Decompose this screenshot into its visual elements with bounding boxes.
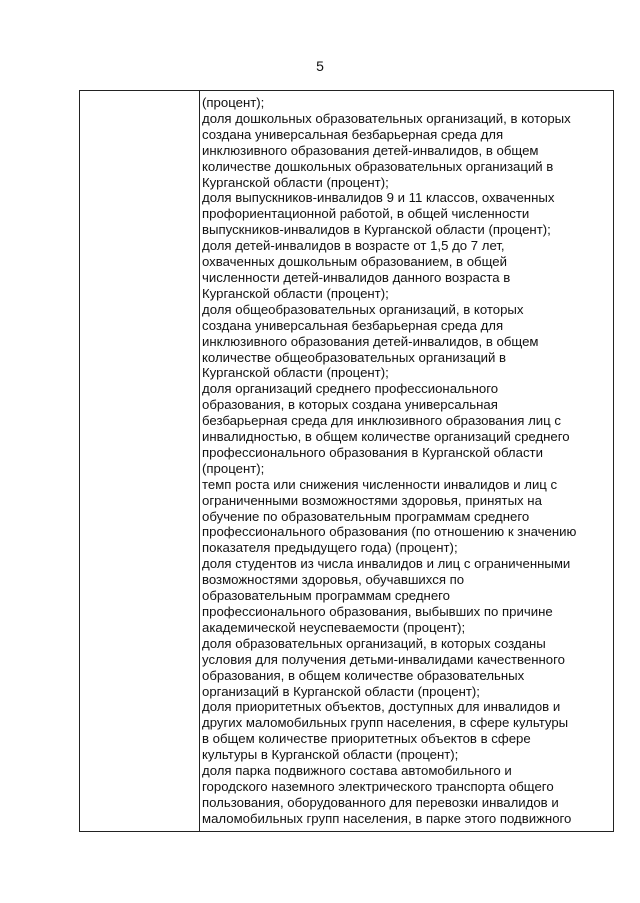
document-table (79, 90, 614, 832)
text-line: образования, в общем количестве образовательных (202, 667, 525, 683)
text-line: инклюзивного образования детей-инвалидов, в общем (202, 142, 539, 158)
text-line: образования, в которых создана универсальная (202, 397, 498, 413)
text-line: доля приоритетных объектов, доступных для инвалидов и (202, 699, 561, 715)
text-line: доля студентов из числа инвалидов и лиц с ограниченными (202, 556, 571, 572)
text-line: показателя предыдущего года) (процент); (202, 540, 458, 556)
text-line: возможностями здоровья, обучавшихся по (202, 572, 465, 588)
text-line: темп роста или снижения численности инвалидов и лиц с (202, 476, 558, 492)
text-line: ограниченными возможностями здоровья, принятых на (202, 492, 542, 508)
text-line: профессионального образования, выбывших по причине (202, 604, 553, 619)
text-line: маломобильных групп населения, в парке этого подвижного (202, 810, 572, 826)
text-line: количестве дошкольных образовательных организаций в (202, 158, 554, 174)
text-line: доля детей-инвалидов в возрасте от 1,5 до 7 лет, (202, 238, 505, 254)
text-line: Курганской области (процент); (202, 174, 389, 190)
text-line: безбарьерная среда для инклюзивного образования лиц с (202, 413, 561, 429)
text-line: организаций в Курганской области (процент); (202, 683, 480, 699)
text-line: Курганской области (процент); (202, 285, 389, 301)
text-line: численности детей-инвалидов данного возраста в (202, 269, 511, 285)
text-line: условия для получения детьми-инвалидами качественного (202, 651, 565, 667)
page-number: 5 (316, 58, 324, 74)
text-line: Курганской области (процент); (202, 365, 389, 381)
text-line: доля организаций среднего профессионального (202, 381, 499, 397)
column-divider (199, 91, 200, 831)
text-line: инвалидностью, в общем количестве организаций среднего (202, 429, 570, 445)
text-line: доля образовательных организаций, в которых созданы (202, 635, 546, 651)
text-line: доля общеобразовательных организаций, в которых (202, 301, 524, 317)
text-line: других маломобильных групп населения, в сфере культуры (202, 715, 569, 731)
text-line: доля парка подвижного состава автомобильного и (202, 763, 512, 779)
text-line: городского наземного электрического транспорта общего (202, 778, 554, 794)
text-line: образовательным программам среднего (202, 588, 451, 604)
text-line: пользования, оборудованного для перевозки инвалидов и (202, 794, 559, 810)
text-line: профориентационной работой, в общей численности (202, 206, 530, 222)
text-line: обучение по образовательным программам среднего (202, 508, 530, 524)
text-line: (процент); (202, 460, 265, 476)
text-line: создана универсальная безбарьерная среда для (202, 126, 504, 142)
text-line: доля дошкольных образовательных организаций, в которых (202, 110, 571, 126)
text-line: профессионального образования в Курганской области (202, 444, 543, 460)
text-line: доля выпускников-инвалидов 9 и 11 классов, охваченных (202, 190, 555, 206)
indicators-text-cell (202, 95, 611, 831)
text-line: (процент); (202, 95, 265, 110)
text-line: профессионального образования (по отношению к значению (202, 524, 577, 540)
text-line: инклюзивного образования детей-инвалидов, в общем (202, 333, 539, 349)
text-line: охваченных дошкольным образованием, в общей (202, 254, 507, 270)
text-line: культуры в Курганской области (процент); (202, 747, 459, 763)
text-line: создана универсальная безбарьерная среда для (202, 317, 504, 333)
text-line: академической неуспеваемости (процент); (202, 619, 466, 635)
text-line: в общем количестве приоритетных объектов в сфере (202, 731, 531, 747)
text-line: количестве общеобразовательных организаций в (202, 349, 507, 365)
text-line: выпускников-инвалидов в Курганской области (процент); (202, 222, 551, 238)
